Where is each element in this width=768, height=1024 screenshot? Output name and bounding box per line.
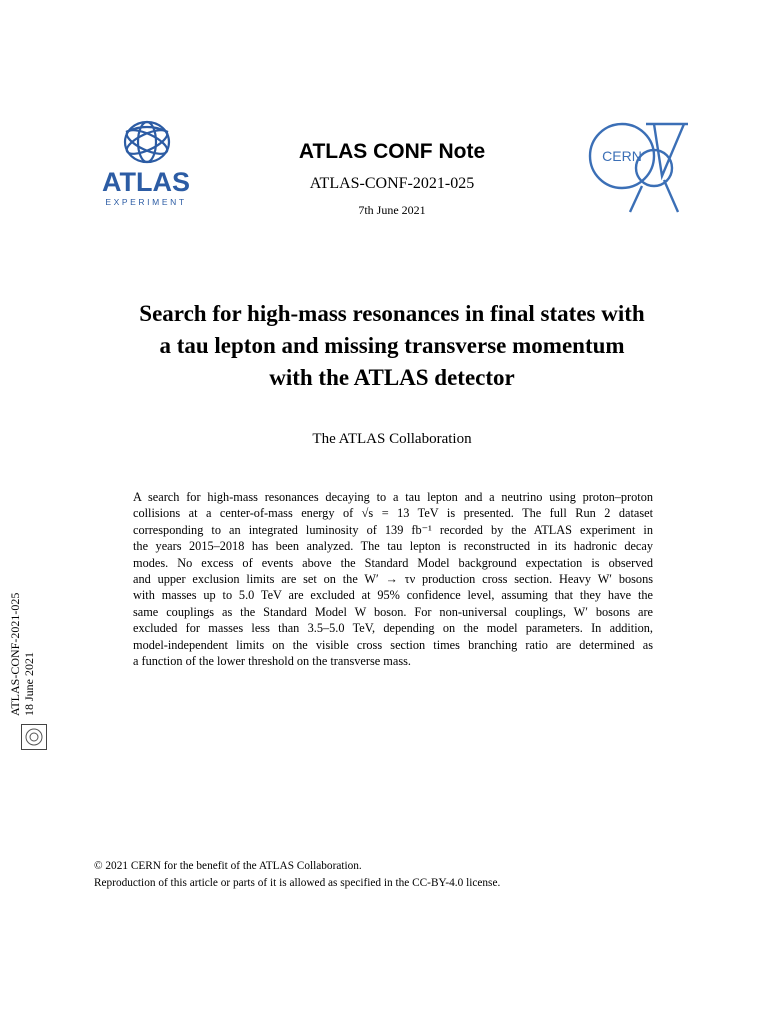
paper-title-line: with the ATLAS detector bbox=[269, 365, 515, 390]
cern-logo-word: CERN bbox=[602, 148, 642, 164]
abstract-line: modes. No excess of events above the Standard Model background expectation is observed bbox=[133, 555, 653, 570]
side-stamp bbox=[8, 576, 50, 756]
abstract-line: same couplings as the Standard Model W boson. For non-universal couplings, W′ bosons are bbox=[133, 604, 653, 619]
collaboration: The ATLAS Collaboration bbox=[312, 431, 472, 447]
paper-title bbox=[80, 298, 704, 394]
abstract-line: the years 2015–2018 has been analyzed. The tau lepton is reconstructed in its hadronic decay bbox=[133, 539, 653, 554]
note-date: 7th June 2021 bbox=[358, 203, 426, 217]
side-stamp-id: ATLAS-CONF-2021-025 bbox=[8, 592, 22, 716]
abstract-line: A search for high-mass resonances decaying to a tau lepton and a neutrino using proton–proton bbox=[133, 490, 653, 504]
side-stamp-text bbox=[8, 593, 36, 716]
side-stamp-date: 18 June 2021 bbox=[22, 652, 36, 716]
atlas-logo-subtitle: EXPERIMENT bbox=[105, 197, 187, 207]
cern-logo bbox=[584, 116, 690, 216]
license-notice: Reproduction of this article or parts of it is allowed as specified in the CC-BY-4.0 license. bbox=[94, 877, 501, 889]
abstract-line: model-independent limits on the visible cross section times branching ratio are determined as bbox=[133, 637, 653, 652]
paper-title-line: a tau lepton and missing transverse momentum bbox=[159, 333, 625, 358]
abstract-line: excluded for masses less than 3.5–5.0 TeV, depending on the model parameters. In addition, bbox=[133, 621, 653, 636]
abstract-line: collisions at a center-of-mass energy of √s = 13 TeV is presented. The full Run 2 dataset bbox=[133, 506, 653, 521]
cern-seal-icon bbox=[21, 724, 47, 750]
abstract-line: with masses up to 5.0 TeV are excluded at 95% confidence level, assuming that they have the bbox=[133, 588, 653, 603]
footer bbox=[94, 858, 500, 892]
abstract-line: a function of the lower threshold on the transverse mass. bbox=[133, 654, 411, 669]
abstract bbox=[133, 489, 653, 669]
atlas-logo-word: ATLAS bbox=[102, 167, 190, 197]
abstract-line: corresponding to an integrated luminosity of 139 fb⁻¹ recorded by the ATLAS experiment in bbox=[133, 522, 653, 537]
cern-logo-icon bbox=[584, 116, 690, 216]
note-id: ATLAS-CONF-2021-025 bbox=[309, 175, 475, 192]
copyright-notice: © 2021 CERN for the benefit of the ATLAS Collaboration. bbox=[94, 860, 362, 872]
note-type-title: ATLAS CONF Note bbox=[298, 140, 486, 163]
paper-title-line: Search for high-mass resonances in final states with bbox=[139, 301, 645, 326]
abstract-line: and upper exclusion limits are set on the W′ → τν production cross section. Heavy W′ bosons bbox=[133, 572, 653, 587]
